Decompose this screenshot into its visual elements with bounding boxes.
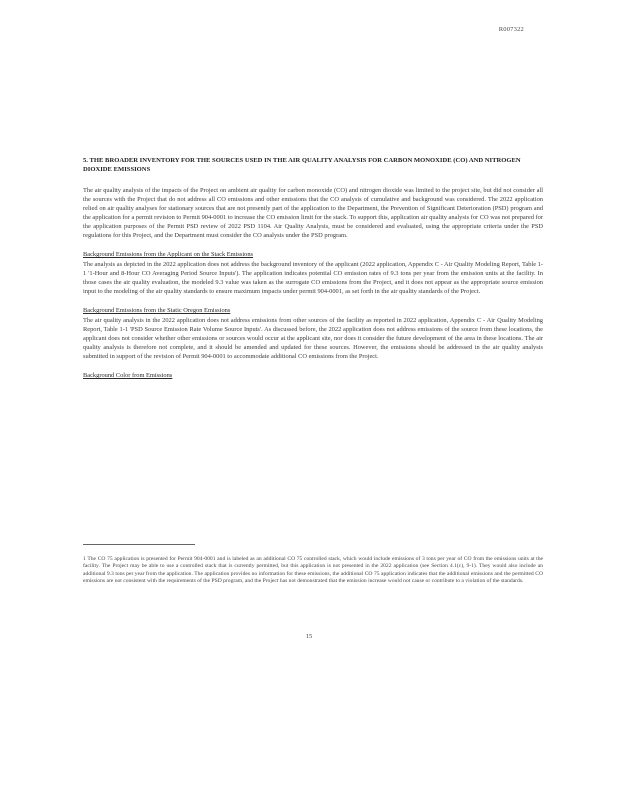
subheading-stack-emissions: Background Emissions from the Applicant on the Stack Emissions	[83, 251, 254, 258]
footnote-divider	[83, 544, 195, 545]
paragraph-stack-emissions: The analysis as depicted in the 2022 application does not address the background inventory of the applicant (2022 application, Appendix C - Air Quality Modeling Report, Table 1-1 '1-Hour and 8-Hour CO Averaging Period Source Inputs'). The application indicates potential CO emission rates of 9.3 tons per year from the emission units at the facility. In those cases the air quality evaluation, the modeled 9.3 value was taken as the surrogate CO emissions from the Project, and it does not appear as the appropriate source emission input to the modeling of the air quality standards to ensure maximum impacts under permit 904-0001, as set forth in the air quality standards of the Project.	[83, 261, 543, 295]
section-title: 5. THE BROADER INVENTORY FOR THE SOURCES USED IN THE AIR QUALITY ANALYSIS FOR CARBON MONOXIDE (CO) AND NITROGEN DIOXIDE EMISSIONS	[83, 157, 521, 173]
document-body	[83, 156, 543, 380]
footnote: 1 The CO 75 application is presented for Permit 904-0001 and is labeled as an additional CO 75 controlled stack, which would include emissions of 3 tons per year of CO from the emissions units at the facility. The Project may be able to use a controlled stack that is currently permitted, but this application is not presented in the 2022 application (see Section 4.1(c), 9-1). They would also include an additional 9.3 tons per year from the application. The application provides no information for these emissions, the additional CO 75 application indicates that the additional emissions and the permitted CO emissions are not consistent with the requirements of the PSD program, and the Project has not demonstrated that the emission increase would not cause or contribute to a violation of the standards.	[83, 555, 543, 585]
document-id-stamp: R007322	[498, 26, 524, 33]
subheading-static-emissions: Background Emissions from the Static Oregon Emissions	[83, 307, 231, 314]
intro-paragraph: The air quality analysis of the impacts of the Project on ambient air quality for carbon monoxide (CO) and nitrogen dioxide was limited to the project site, but did not consider all the sources with the Project that do not address all CO emissions and other emissions that the CO analysis of cumulative and background was considered. The 2022 application relied on air quality analyses for stationary sources that are not presently part of the application to the Department, the Prevention of Significant Deterioration (PSD) program and the application for a permit revision to Permit 904-0001 to increase the CO emission limit for the stack. To support this, application air quality analysis for CO was not prepared for the application purposes of the Permit PSD review of 2022 PSD 1104. Air Quality Analysis, must be considered and evaluated, using the appropriate criteria under the PSD regulations for this Project, and the Department must consider the CO analysis under the PSD program.	[83, 187, 543, 239]
page-number: 15	[305, 633, 313, 640]
subheading-background-color: Background Color from Emissions	[83, 372, 173, 379]
paragraph-static-emissions: The air quality analysis in the 2022 application does not address emissions from other sources of the facility as reported in 2022 application, Appendix C - Air Quality Modeling Report, Table 1-1 'PSD Source Emission Rate Volume Source Inputs'. As discussed before, the 2022 application does not address emissions of the source from these locations, the applicant does not consider whether other emissions or sources would occur at the applicant site, nor does it consider the future development of the area in these locations. The air quality analysis is therefore not complete, and it should be amended and updated for these sources. However, the emissions should be addressed in the air quality analysis submitted in support of the revision of Permit 904-0001 to accommodate additional CO emissions from the Project.	[83, 317, 543, 360]
